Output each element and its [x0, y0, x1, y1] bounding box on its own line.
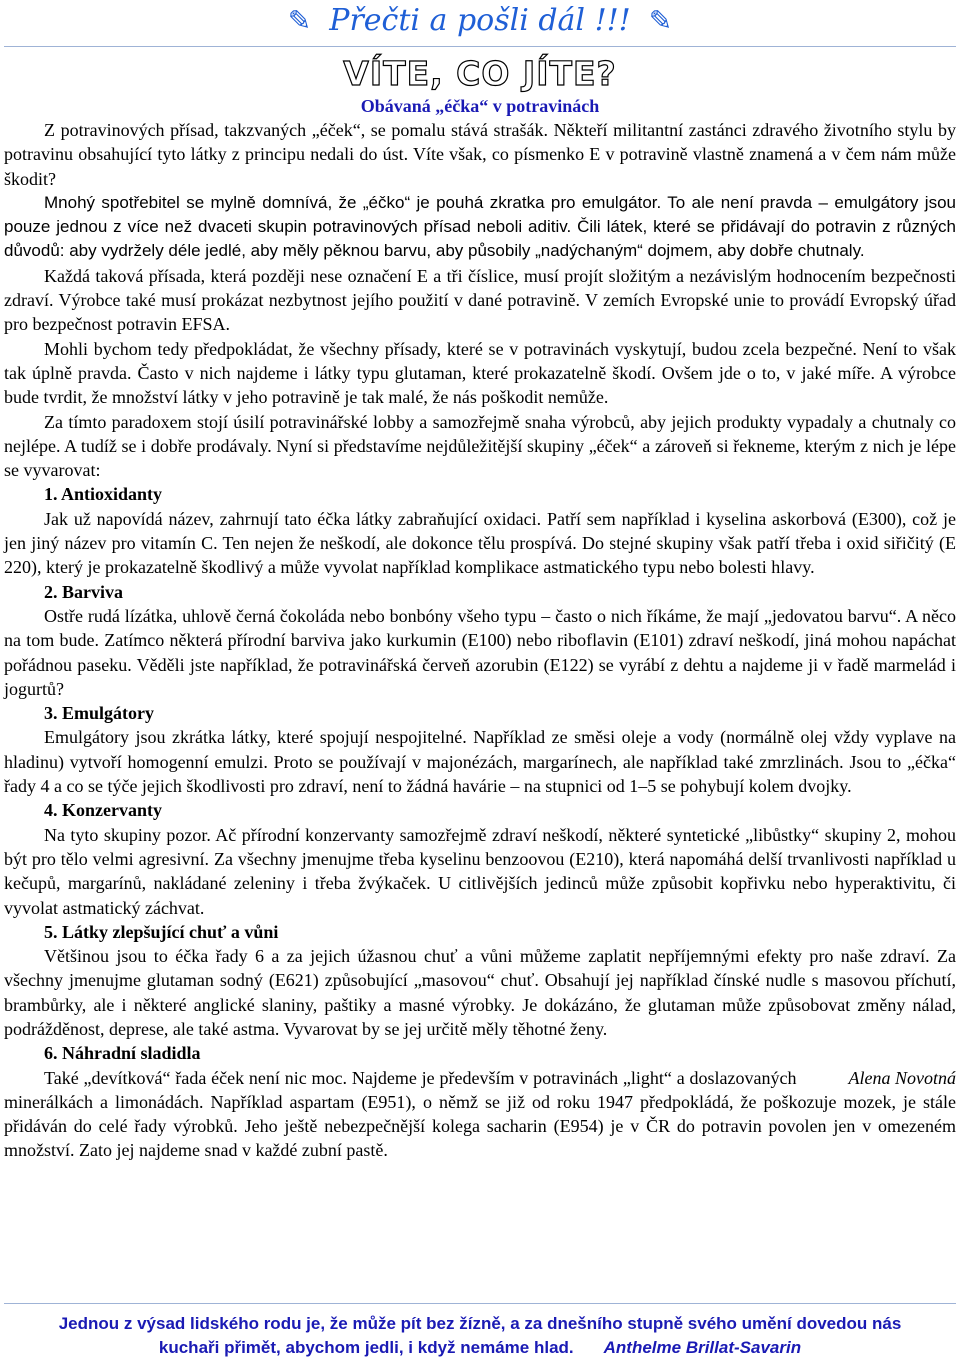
section-text-colorants: Ostře rudá lízátka, uhlově černá čokoláda nebo bonbóny všeho typu – často o nich říkáme, že mají „jedovatou barvu“. A něco na tom bude. Zatímco některá přírodní barviva jako kurkumin (E100) nebo riboflavin (E101) zdraví neškodí, jiná mohou napáchat pořádnou paseku. Věděli jste například, že potravinářská červeň azorubin (E122) se vyrábí z dehtu a najdeme ji v řadě marmelád i jogurtů?: [4, 605, 956, 699]
article-author: Alena Novotná: [848, 1067, 956, 1088]
section-heading-antioxidants: 1. Antioxidanty: [44, 484, 163, 505]
section-text-preservatives: Na tyto skupiny pozor. Ač přírodní konzervanty samozřejmě zdraví neškodí, některé syntetické „libůstky“ skupiny 2, mohou být pro tělo velmi agresivní. Za všechny jmenujme třeba kyselinu benzoovou (E210), která napomáhá delší trvanlivosti například u kečupů, margarínů, nakládané zeleniny i třeba žvýkaček. U citlivějších jedinců může způsobit kopřivku nebo hyperaktivitu, či vyvolat astmatický záchvat.: [4, 824, 956, 918]
intro-paragraph-3: Každá taková přísada, která později nese označení E a tři číslice, musí projít složitým a nezávislým hodnocením bezpečnosti zdraví. Výrobce také musí prokázat nezbytnost jejího použití v dané potravině. V zemích Evropské unie to provádí Evropský úřad pro bezpečnost potravin EFSA.: [4, 265, 956, 335]
section-heading-sweeteners: 6. Náhradní sladidla: [44, 1043, 201, 1064]
page-subtitle: Obávaná „éčka“ v potravinách: [360, 96, 600, 116]
section-text-sweeteners: [4, 1066, 956, 1163]
intro-paragraph-4: Mohli bychom tedy předpokládat, že všechny přísady, které se v potravinách vyskytují, budou zcela bezpečné. Není to však tak úplně pravda. Často v nich najdeme i látky typu glutaman, které prokazatelně škodí. Ovšem jde o to, v jaké míře. A výrobce bude tvrdit, že množství látky v jeho potravině je tak malé, že nás poškodit nemůže.: [4, 338, 956, 408]
section-heading-emulsifiers: 3. Emulgátory: [44, 703, 154, 724]
header-text: Přečti a pošli dál !!!: [329, 3, 631, 38]
article-body: [4, 118, 956, 1163]
top-divider: [4, 46, 956, 47]
section-text-antioxidants: Jak už napovídá název, zahrnují tato éčka látky zabraňující oxidaci. Patří sem například i kyselina askorbová (E300), což je jen jiný název pro vitamín C. Ten nejen že neškodí, ale dokonce tělu prospívá. Do stejné skupiny však patří třeba i oxid siřičitý (E 220), který je prokazatelně škodlivý a může vyvolat například komplikace astmatického typu nebo bolesti hlavy.: [4, 508, 956, 578]
footer-quote-line-2-text: kuchaři přimět, abychom jedli, i když nemáme hlad.: [158, 1338, 574, 1357]
footer-quote-line-1: Jednou z výsad lidského rodu je, že může pít bez žízně, a za dnešního stupně svého umění dovedou nás: [58, 1314, 902, 1333]
footer-quote-author: Anthelme Brillat-Savarin: [603, 1338, 802, 1357]
header-banner: [0, 0, 960, 42]
section-heading-flavor-enhancers: 5. Látky zlepšující chuť a vůni: [44, 921, 279, 942]
section-text-emulsifiers: Emulgátory jsou zkrátka látky, které spojují nespojitelné. Například ze směsi oleje a vody (normálně olej vždy vyplave na hladinu) vytvoří homogenní emulzi. Proto se používají v majonézách, margarínech, ale například také zmrzlinách. Jsou to „éčka“ řady 4 a co se týče jejich škodlivosti pro zdraví, není to žádná havárie – na stupnici od 1–5 se pohybují kolem dvojky.: [4, 727, 956, 797]
footer-quote-line-2: [0, 1336, 960, 1360]
intro-paragraph-5: Za tímto paradoxem stojí úsilí potravinářské lobby a samozřejmě snaha výrobců, aby jejich produkty vypadaly a chutnaly co nejlépe. A tudíž se i dobře prodávaly. Nyní si představíme nejdůležitější skupiny „éček“ a zároveň si řekneme, kterým z nich je lépe se vyvarovat:: [4, 411, 956, 481]
footer-quote: [0, 1312, 960, 1360]
section-text-flavor-enhancers: Většinou jsou to éčka řady 6 a za jejich úžasnou chuť a vůni můžeme zaplatit nepříjemnými efekty pro naše zdraví. Za všechny jmenujme glutaman sodný (E621) způsobující „masovou“ chuť. Obsahují jej například čínské nudle s masovou příchutí, brambůrky, ale i některé anglické slaniny, paštiky a masné výrobky. Je dokázáno, že glutaman může způsobovat změny nálad, podrážděnost, deprese, ale také astma. Vyvarovat by se jej určitě měly těhotné ženy.: [4, 946, 956, 1039]
section-text-sweeteners-content: Také „devítková“ řada éček není nic moc. Najdeme je především v potravinách „light“ a doslazovaných minerálkách a limonádách. Například aspartam (E951), o němž se již od roku 1947 předpokládá, že poškozuje mozek, je stále přidáván do celé řady výrobků. Jeho ještě nebezpečnější kolega sacharin (E954) je v ČR do potravin povolen jen v omezeném množství. Zato jej najdeme snad v každé zubní pastě.: [4, 1067, 956, 1161]
intro-paragraph-2: Mnohý spotřebitel se mylně domnívá, že „éčko“ je pouhá zkratka pro emulgátor. To ale není pravda – emulgátory jsou pouze jednou z více než dvaceti skupin potravinových přísad neboli aditiv. Čili látek, které se přidávají do potravin z různých důvodů: aby vydržely déle jedlé, aby měly pěknou barvu, aby působily „nadýchaným“ dojmem, aby dobře chutnaly.: [4, 192, 956, 261]
section-heading-colorants: 2. Barviva: [44, 581, 123, 602]
bottom-divider: [4, 1303, 956, 1304]
pencil-icon: ✎: [648, 4, 673, 37]
pencil-icon: ✎: [287, 4, 312, 37]
section-heading-preservatives: 4. Konzervanty: [44, 800, 162, 821]
page-title: VÍTE, CO JÍTE?: [343, 54, 617, 93]
intro-paragraph-1: Z potravinových přísad, takzvaných „éček“, se pomalu stává strašák. Někteří militantní zastánci zdravého životního stylu by potravinu obsahující tyto látky z principu nedali do úst. Víte však, co písmenko E v potravině vlastně znamená a v čem nám může škodit?: [4, 120, 956, 189]
